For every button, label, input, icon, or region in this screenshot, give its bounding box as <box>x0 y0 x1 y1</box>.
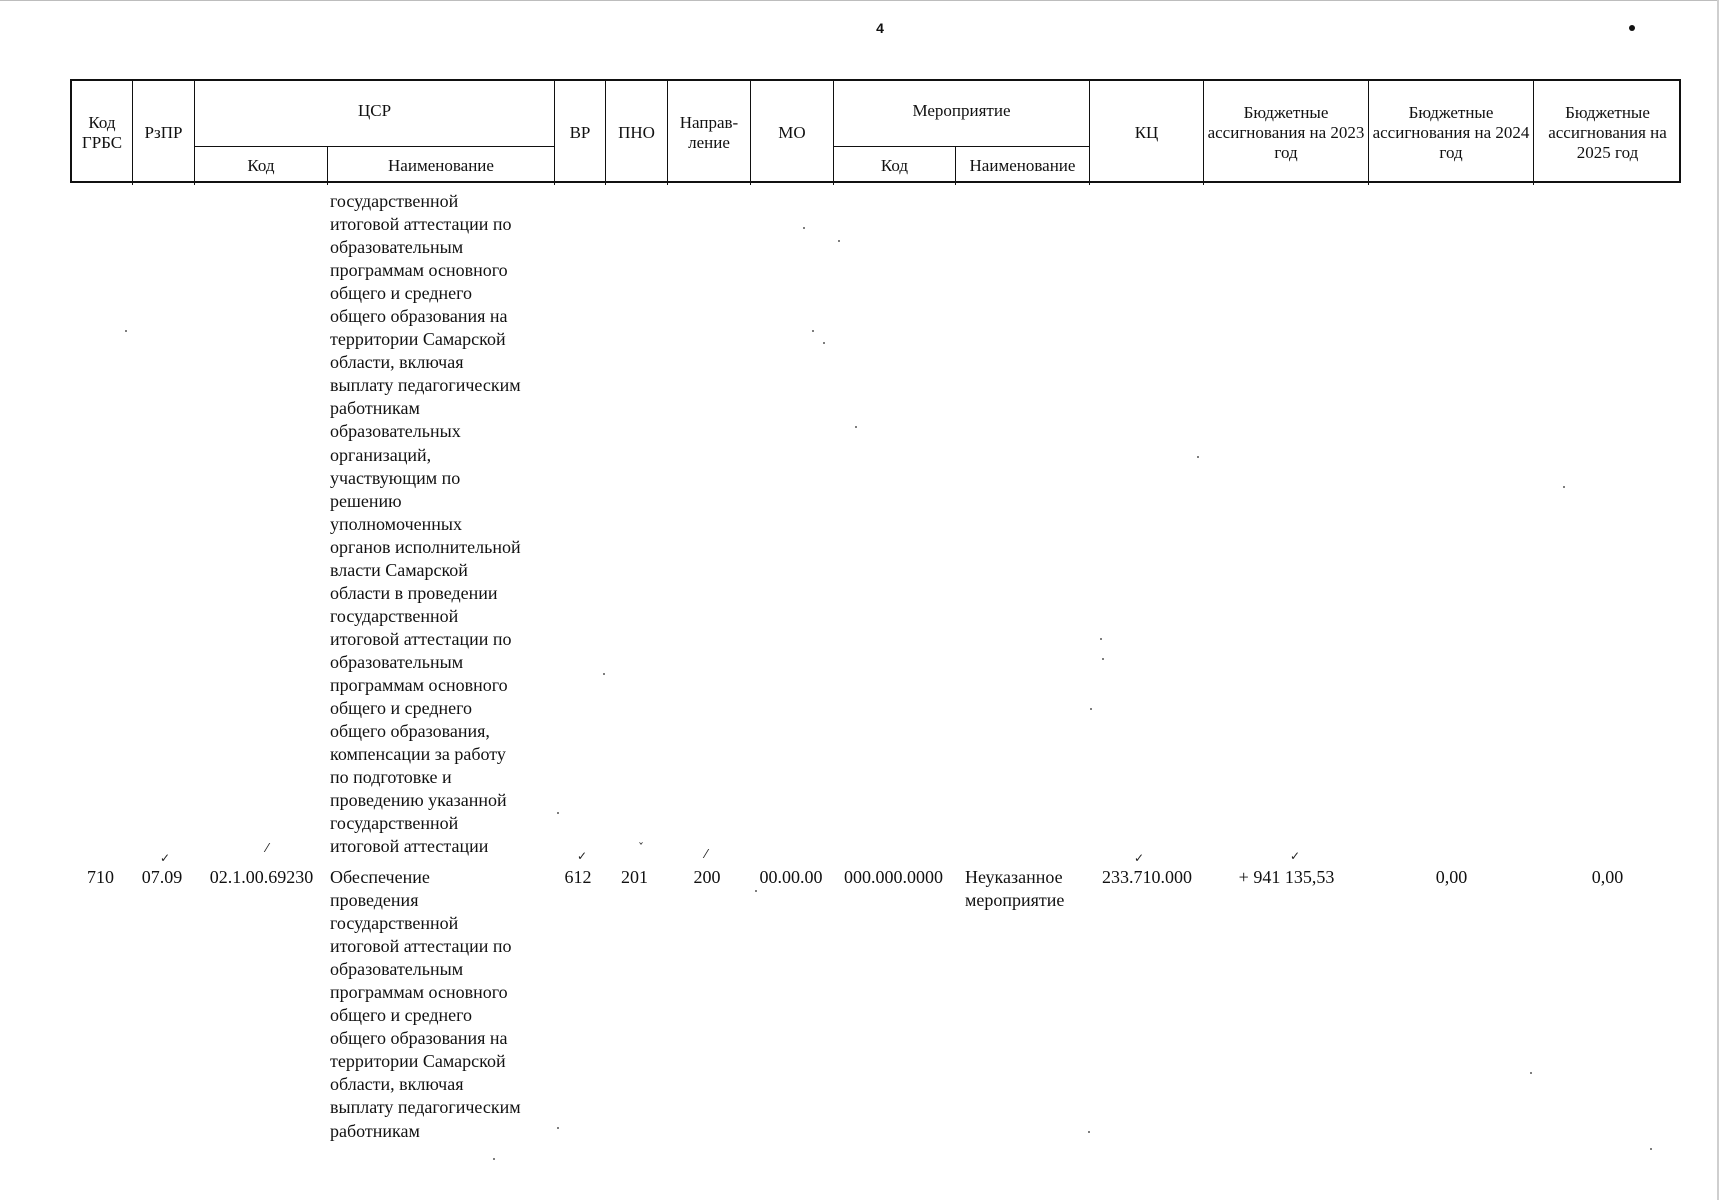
cell-pno: 201 <box>621 867 648 887</box>
scan-speck <box>125 330 127 332</box>
cell-budget-2024: 0,00 <box>1435 867 1468 887</box>
header-grbs-code: Код ГРБС <box>72 81 133 185</box>
cell-budget-2023: + 941 135,53 <box>1238 867 1335 887</box>
header-csr-code: Код <box>195 147 328 185</box>
top-rule <box>0 0 1719 1</box>
header-budget-2025: Бюджетные ассигнования на 2025 год <box>1548 103 1667 162</box>
scan-speck <box>803 227 805 229</box>
check-mark: ⁄ <box>266 841 269 855</box>
cell-rzpr: 07.09 <box>141 867 183 887</box>
header-event: Мероприятие <box>834 81 1090 147</box>
header-csr: ЦСР <box>195 81 555 147</box>
table-row <box>0 866 1719 896</box>
scan-speck <box>493 1158 495 1160</box>
cell-kc: 233.710.000 <box>1102 867 1192 887</box>
continued-csr-name: государственной итоговой аттестации по образовательным программам основного общего и среднего общего образования на территории Самарской области, включая выплату педагогическим работникам образовательных организаций, участвующим по решению уполномоченных органов исполнительной власти Самарской области в проведении государственной итоговой аттестации по образовательным программам основного общего и среднего общего образования, компенсации за работу по подготовке и проведению указанной государственной итоговой аттестации <box>330 191 521 857</box>
scan-speck <box>1090 708 1092 710</box>
header-mo: МО <box>751 81 834 185</box>
header-budget-2024: Бюджетные ассигнования на 2024 год <box>1369 81 1534 185</box>
scan-speck <box>1088 1131 1090 1133</box>
scan-speck <box>1650 1148 1652 1150</box>
scan-speck <box>1197 456 1199 458</box>
scan-speck <box>855 426 857 428</box>
scan-speck <box>812 330 814 332</box>
scan-speck <box>1102 658 1104 660</box>
header-direction: Направ- ление <box>668 81 751 185</box>
scan-speck <box>823 342 825 344</box>
header-event-code: Код <box>834 147 956 185</box>
scan-speck <box>1530 1072 1532 1074</box>
scan-speck <box>755 890 757 892</box>
check-mark: ˇ <box>638 841 644 855</box>
header-budget-2023: Бюджетные ассигнования на 2023 год <box>1204 81 1369 185</box>
cell-event-name: Неуказанное мероприятие <box>965 867 1065 910</box>
scan-speck <box>603 673 605 675</box>
header-event-name: Наименование <box>956 147 1090 185</box>
table-header <box>70 79 1681 183</box>
cell-vr: 612 <box>564 867 592 887</box>
check-mark: ✓ <box>1290 849 1301 863</box>
check-mark: ✓ <box>577 849 588 863</box>
header-pno: ПНО <box>606 81 668 185</box>
scan-speck <box>557 1127 559 1129</box>
header-rzpr: РзПР <box>133 81 195 185</box>
header-vr: ВР <box>555 81 606 185</box>
cell-direction: 200 <box>693 867 721 887</box>
cell-event-code: 000.000.0000 <box>844 867 943 887</box>
cell-mo: 00.00.00 <box>759 867 823 887</box>
cell-budget-2025: 0,00 <box>1591 867 1624 887</box>
check-mark: ✓ <box>160 851 171 865</box>
scan-speck <box>1563 486 1565 488</box>
header-csr-name: Наименование <box>328 147 555 185</box>
scan-speck <box>557 812 559 814</box>
check-mark: ⁄ <box>705 847 708 861</box>
cell-grbs-code: 710 <box>87 867 114 887</box>
scan-dot <box>1629 25 1635 31</box>
cell-csr-name: Обеспечение проведения государственной итоговой аттестации по образовательным программам основного общего и среднего общего образования на территории Самарской области, включая выплату педагогическим работникам <box>330 867 521 1141</box>
scan-speck <box>838 240 840 242</box>
check-mark: ✓ <box>1134 851 1145 865</box>
page-number: 4 <box>876 20 884 36</box>
header-kc: КЦ <box>1090 81 1204 185</box>
cell-csr-code: 02.1.00.69230 <box>209 867 314 887</box>
scan-speck <box>1100 638 1102 640</box>
